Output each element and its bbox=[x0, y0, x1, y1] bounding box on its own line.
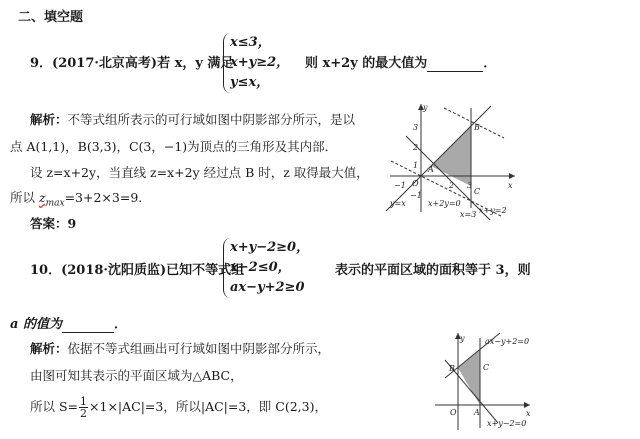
q10-answer-blank bbox=[62, 317, 114, 333]
q9-label-x: x bbox=[508, 181, 513, 190]
q10-case-2: x−2≤0， bbox=[230, 260, 291, 275]
q10-analysis-3b: ×1×|AC|=3，所以|AC|=3，即 C(2,3)， bbox=[89, 399, 327, 414]
q9-stem-end: ． bbox=[483, 56, 497, 71]
q9-zmax-sub: max bbox=[45, 198, 65, 209]
q10-analysis-line-1 bbox=[30, 339, 330, 357]
q10-label-x: x bbox=[526, 409, 531, 418]
q10-case-1: x+y−2≥0， bbox=[230, 240, 310, 255]
q10-number: 10． bbox=[30, 263, 62, 278]
q10-stem-line bbox=[30, 259, 244, 278]
q9-label-line-x2y0: x+2y=0 bbox=[428, 199, 461, 208]
q10-analysis-label: 解析： bbox=[30, 341, 68, 356]
q9-analysis-4b: =3+2×3=9. bbox=[64, 190, 143, 205]
q9-label-y: y bbox=[423, 103, 428, 112]
q10-stem-c: a 的值为 bbox=[10, 317, 62, 332]
q10-analysis-text-1: 依据不等式组画出可行域如图中阴影部分所示， bbox=[67, 341, 331, 356]
q9-label-line-x3: x=3 bbox=[460, 210, 477, 219]
q9-analysis-text-1: 不等式组所表示的可行域如图中阴影部分所示，是以 bbox=[67, 112, 356, 127]
q10-stem-c-line bbox=[10, 313, 127, 333]
q9-brace bbox=[223, 33, 230, 93]
q9-tick-1: 1 bbox=[413, 161, 419, 170]
q10-brace bbox=[223, 238, 230, 298]
q9-xtick-2: 2 bbox=[449, 181, 455, 190]
q9-case-3: y≤x， bbox=[230, 75, 270, 90]
q10-stem-b: 表示的平面区域的面积等于 3，则 bbox=[335, 263, 531, 278]
q9-number: 9． bbox=[30, 56, 53, 71]
q10-stem-end: ． bbox=[113, 317, 127, 332]
q9-stem-a: 若 x，y 满足 bbox=[157, 56, 234, 71]
q9-zmax bbox=[38, 190, 65, 209]
q9-analysis-line-2: 点 A(1,1)，B(3,3)，C(3，−1)为顶点的三角形及其内部． bbox=[10, 139, 338, 154]
q9-case-1: x≤3， bbox=[230, 35, 271, 50]
q10-fraction bbox=[79, 396, 88, 419]
q10-analysis-line-2: 由图可知其表示的平面区域为△ABC， bbox=[30, 368, 243, 383]
q10-analysis-line-3 bbox=[30, 396, 327, 419]
q9-answer: 答案：9 bbox=[30, 216, 77, 231]
q10-label-c: C bbox=[483, 363, 490, 372]
q10-stem-a: 已知不等式组 bbox=[166, 263, 245, 278]
q10-analysis-3a: 所以 S= bbox=[30, 399, 79, 414]
q9-xtick-3: 3 bbox=[467, 181, 473, 190]
q10-frac-den: 2 bbox=[80, 407, 88, 420]
q10-case-3: ax−y+2≥0 bbox=[230, 280, 305, 295]
q10-x-axis-arrow bbox=[524, 402, 530, 408]
q10-figure bbox=[430, 330, 540, 435]
q9-analysis-4a: 所以 bbox=[10, 190, 39, 205]
q9-xtick-minus-1: −1 bbox=[394, 181, 406, 190]
q10-frac-num: 1 bbox=[80, 395, 88, 408]
q9-figure bbox=[380, 100, 520, 220]
q9-case-system bbox=[230, 33, 290, 93]
q9-stem-b-line bbox=[305, 52, 496, 72]
q9-case-2: x+y≥2， bbox=[230, 55, 290, 70]
q10-source: (2018·沈阳质监) bbox=[61, 263, 167, 278]
q9-tick-3: 3 bbox=[413, 123, 419, 132]
q9-x-axis-arrow bbox=[509, 173, 515, 179]
q10-label-line-xy: x+y−2=0 bbox=[487, 419, 527, 428]
q10-label-b: B bbox=[449, 364, 455, 373]
q9-analysis-line-3: 设 z=x+2y，当直线 z=x+2y 经过点 B 时，z 取得最大值， bbox=[30, 165, 369, 180]
q9-label-c: C bbox=[474, 187, 481, 196]
q9-label-origin: O bbox=[412, 179, 419, 188]
q10-label-origin: O bbox=[450, 408, 457, 417]
q9-answer-blank bbox=[427, 56, 483, 72]
q9-tick-2: 2 bbox=[413, 143, 419, 152]
q9-analysis-label: 解析： bbox=[30, 112, 68, 127]
q9-zmax-z: z bbox=[38, 190, 46, 205]
section-title: 二、填空题 bbox=[18, 10, 84, 25]
q9-analysis-line-4 bbox=[10, 188, 142, 209]
q9-label-b: B bbox=[474, 123, 480, 132]
q9-analysis-line-1 bbox=[30, 110, 355, 128]
q10-label-a: A bbox=[474, 408, 480, 417]
q9-stem-b: 则 x+2y 的最大值为 bbox=[305, 56, 428, 71]
q9-source: (2017·北京高考) bbox=[52, 56, 158, 71]
q10-label-y: y bbox=[460, 334, 465, 343]
q9-stem-line bbox=[30, 52, 233, 71]
q9-label-a: A bbox=[428, 165, 434, 174]
q9-label-line-xy2: x+y=2 bbox=[479, 206, 507, 215]
q9-feasible-region bbox=[431, 126, 471, 186]
q9-tick-minus-1: −1 bbox=[410, 191, 422, 200]
q9-label-line-y-eq-x: y=x bbox=[390, 199, 406, 208]
q10-case-system bbox=[230, 238, 325, 298]
q10-label-line-ax: ax−y+2=0 bbox=[485, 337, 530, 346]
